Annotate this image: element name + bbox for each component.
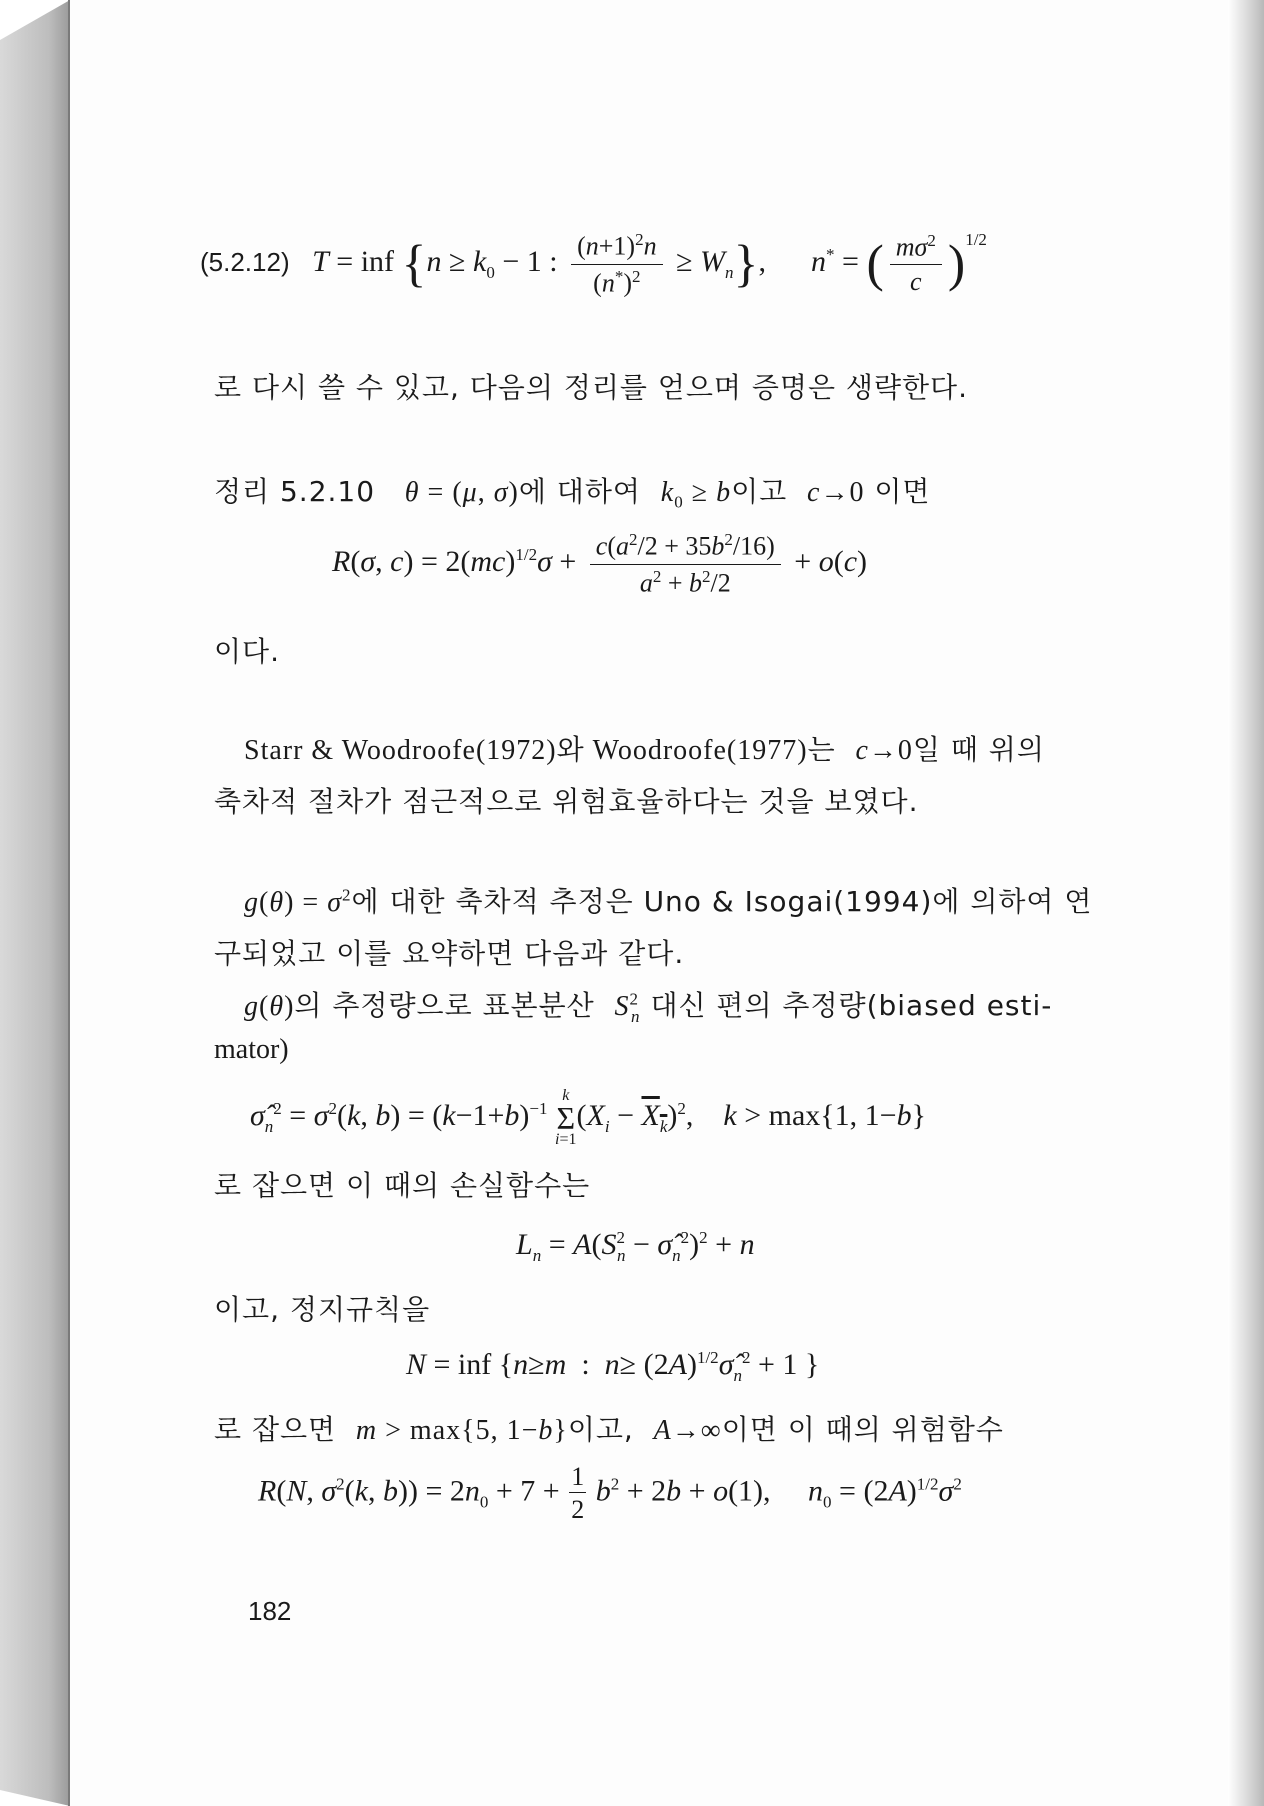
- paragraph-3-line-2: 구되었고 이를 요약하면 다음과 같다.: [214, 937, 685, 970]
- equation-5-2-12: (5.2.12) T = inf {$n \ge k_0 - 1$ : $\frac{(n+1)^2n}{(n^*)^2}$ ≥ $W_n$}, n* = ( $\frac{m\sigma^2}{c}$ )$^{1/2}$: [200, 230, 987, 298]
- paragraph-6: 이고, 정지규칙을: [214, 1293, 431, 1326]
- theorem-text-c: 이면: [874, 475, 931, 508]
- equation-label: (5.2.12): [200, 247, 290, 278]
- equation-estimator: $\sigmâ_n^2 = \sigma^2(k$, $b) = (k-1+b)^{-1}$ k Σ $i=1(X_i - X_k)^2$, k > max{1, 1−b}: [250, 1087, 926, 1148]
- equation-stopping-rule: N = inf {n≥m : $n\ge (2A)^{1/2}\sigmâ_n^2 + 1$ }: [406, 1348, 820, 1385]
- paragraph-2-line-2: 축차적 절차가 점근적으로 위험효율하다는 것을 보였다.: [214, 785, 919, 818]
- paragraph-4-line-1: g(θ)의 추정량으로 표본분산 $S^2_n$ 대신 편의 추정량(biased esti-: [244, 989, 1053, 1026]
- paragraph-1: 로 다시 쓸 수 있고, 다음의 정리를 얻으며 증명은 생략한다.: [214, 371, 969, 404]
- theorem-label: 정리 5.2.10: [214, 475, 376, 508]
- book-page-edge: [1228, 0, 1264, 1806]
- theorem-line: 정리 5.2.10 θ = (μ, σ)에 대하여 $k_0 \ge b$이고 c→0 이면: [214, 475, 931, 512]
- paragraph-3-line-1: $g(\theta) = \sigma^2$에 대한 축차적 추정은 Uno & Isogai(1994)에 의하여 연: [244, 885, 1093, 918]
- book-spine-edge: [0, 0, 70, 1806]
- theorem-text-b: 이고: [731, 475, 788, 508]
- equation-risk: R(σ, c) = 2(mc)$^{1/2}$σ + $\frac{c(a^2/2 + 35b^2/16)}{a^2 + b^2/2}$ + o(c): [332, 530, 868, 598]
- paragraph-5: 로 잡으면 이 때의 손실함수는: [214, 1169, 591, 1202]
- theorem-text-a: 에 대하여: [518, 475, 641, 508]
- paragraph-2-line-1: Starr & Woodroofe(1972)와 Woodroofe(1977)는 c→0일 때 위의: [244, 733, 1045, 766]
- paragraph-4-line-2: mator): [214, 1034, 289, 1065]
- paragraph-7: 로 잡으면 m > max{5, 1−b}이고, A→∞이면 이 때의 위험함수: [214, 1413, 1004, 1446]
- equation-risk-function: R(N, $\sigma^2(k$, $b)) = 2n_0 + 7$ + $\frac{1}{2}$ $b^2 + 2b + o(1)$, $n_0 = (2A)^{1/2}\sigma^2$: [258, 1462, 962, 1524]
- equation-loss: $L_n = A(S^2_n$ − $\sigmâ_n^2)^2 + n$: [516, 1228, 755, 1265]
- ida-text: 이다.: [214, 635, 280, 668]
- page-number: 182: [248, 1596, 292, 1626]
